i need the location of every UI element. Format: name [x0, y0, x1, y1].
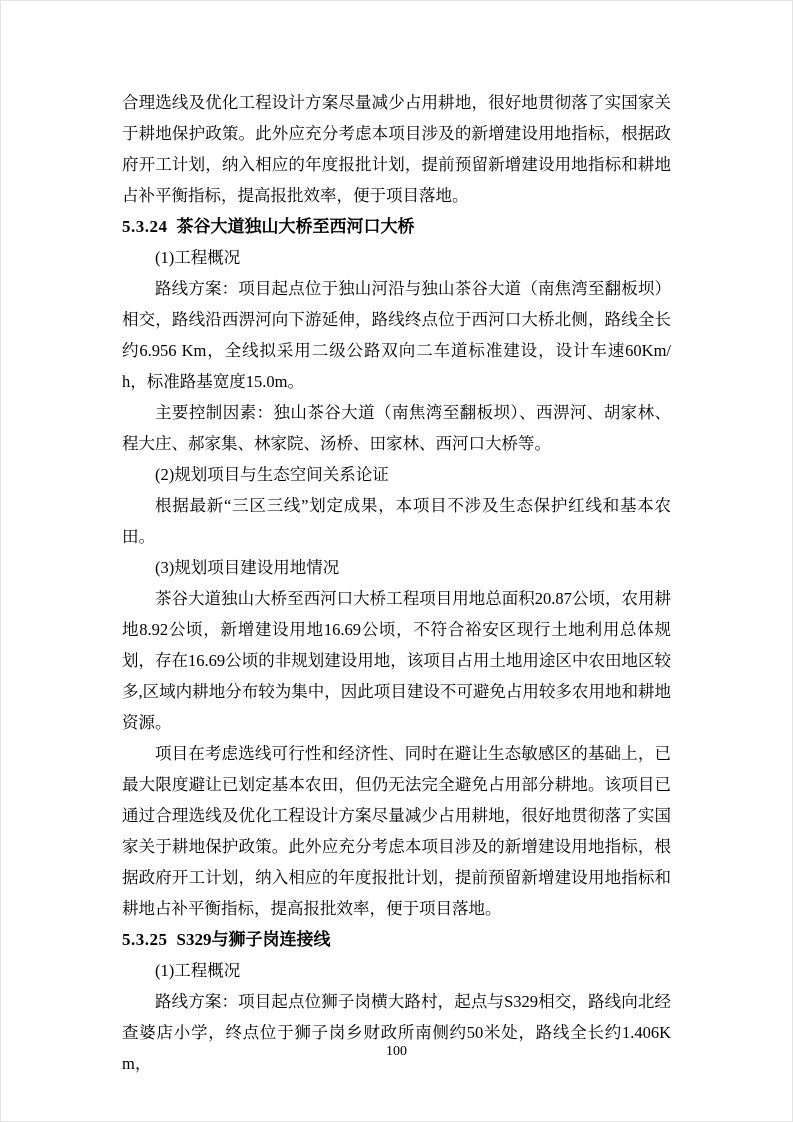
- section-title: 茶谷大道独山大桥至西河口大桥: [176, 217, 415, 236]
- section-number: 5.3.24: [122, 217, 168, 236]
- paragraph: 路线方案：项目起点位于独山河沿与独山茶谷大道（南焦湾至翻板坝）相交，路线沿西淠河向下游延伸，路线终点位于西河口大桥北侧，路线全长约6.956 Km，全线拟采用二级公路双向二车道标准建设，设计车速60Km/h，标准路基宽度15.0m。: [122, 279, 671, 391]
- paragraph: 项目在考虑选线可行性和经济性、同时在避让生态敏感区的基础上，已最大限度避让已划定基本农田，但仍无法完全避免占用部分耕地。该项目已通过合理选线及优化工程设计方案尽量减少占用耕地，很好地贯彻落了实国家关于耕地保护政策。此外应充分考虑本项目涉及的新增建设用地指标，根据政府开工计划，纳入相应的年度报批计划，提前预留新增建设用地指标和耕地占补平衡指标，提高报批效率，便于项目落地。: [122, 744, 671, 918]
- paragraph: (1)工程概况: [155, 248, 241, 267]
- paragraph: (1)工程概况: [155, 961, 241, 980]
- paragraph: (2)规划项目与生态空间关系论证: [155, 465, 389, 484]
- section-number: 5.3.25: [122, 930, 168, 949]
- paragraph: 茶谷大道独山大桥至西河口大桥工程项目用地总面积20.87公顷，农用耕地8.92公顷，新增建设用地16.69公顷，不符合裕安区现行土地利用总体规划，存在16.69公顷的非规划建设用地，该项目占用土地用途区中农田地区较多,区域内耕地分布较为集中，因此项目建设不可避免占用较多农用地和耕地资源。: [122, 589, 671, 732]
- paragraph: 主要控制因素：独山茶谷大道（南焦湾至翻板坝）、西淠河、胡家林、程大庄、郝家集、林家院、汤桥、田家林、西河口大桥等。: [122, 403, 671, 453]
- section-heading-5-3-25: [122, 924, 671, 955]
- page-number: 100: [386, 1044, 407, 1059]
- section-title: S329与狮子岗连接线: [176, 930, 331, 949]
- paragraph: 合理选线及优化工程设计方案尽量减少占用耕地，很好地贯彻落了实国家关于耕地保护政策。此外应充分考虑本项目涉及的新增建设用地指标，根据政府开工计划，纳入相应的年度报批计划，提前预留新增建设用地指标和耕地占补平衡指标，提高报批效率，便于项目落地。: [122, 93, 671, 205]
- paragraph: 根据最新“三区三线”划定成果，本项目不涉及生态保护红线和基本农田。: [122, 496, 671, 546]
- paragraph: (3)规划项目建设用地情况: [155, 558, 340, 577]
- section-heading-5-3-24: [122, 211, 671, 242]
- paragraph: 路线方案：项目起点位狮子岗横大路村，起点与S329相交，路线向北经查婆店小学，终点位于狮子岗乡财政所南侧约50米处，路线全长约1.406Km，: [122, 992, 671, 1073]
